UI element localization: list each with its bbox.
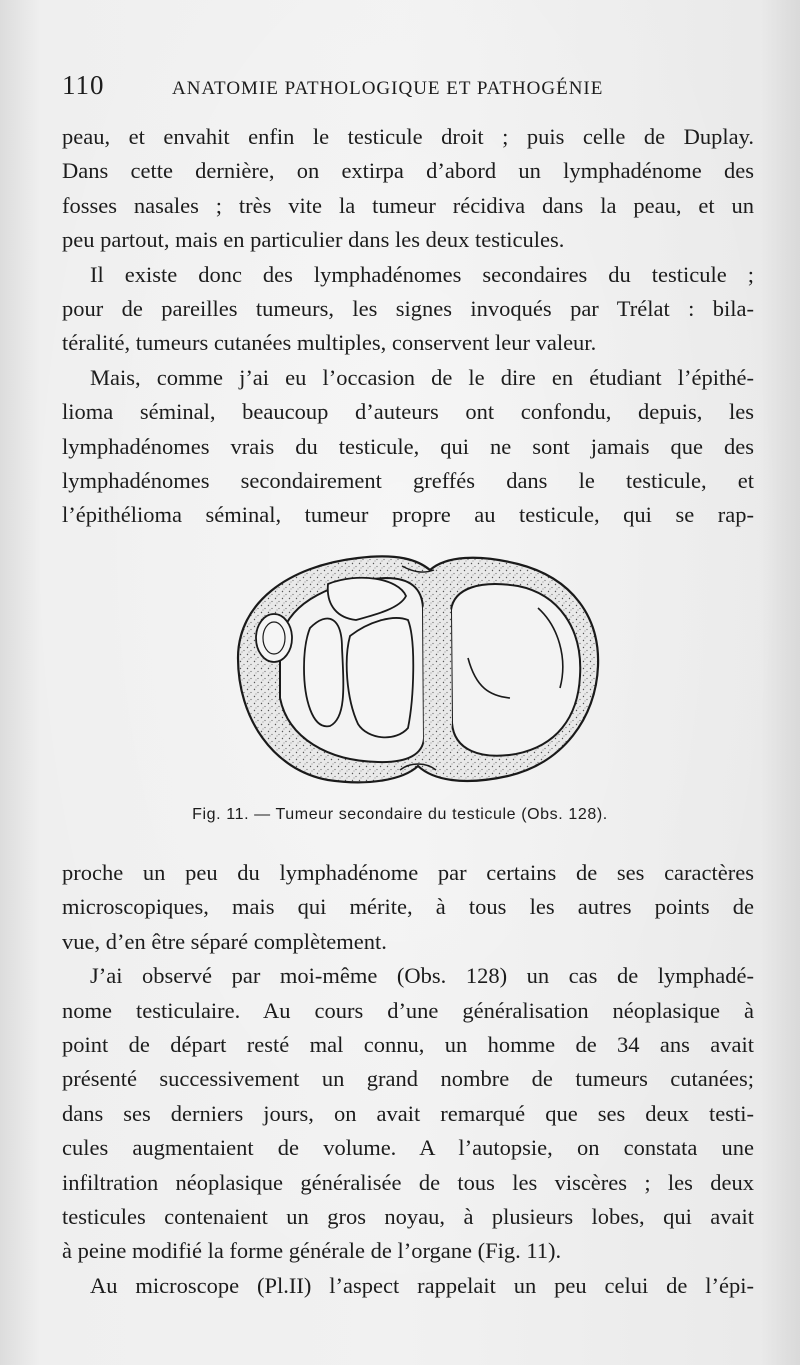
text-line: à peine modifié la forme générale de l’organe (Fig. 11). xyxy=(62,1238,562,1264)
nodule xyxy=(304,618,343,726)
running-title: ANATOMIE PATHOLOGIQUE ET PATHOGÉNIE xyxy=(172,78,604,99)
text-line: J’ai observé par moi-même (Obs. 128) un cas de lymphadé- xyxy=(90,963,754,989)
text-line: infiltration néoplasique généralisée de tous les viscères ; les deux xyxy=(62,1169,754,1195)
figure-caption: Fig. 11. — Tumeur secondaire du testicule (Obs. 128). xyxy=(192,806,608,823)
text-line: lymphadénomes secondairement greffés dans le testicule, et xyxy=(62,467,754,493)
text-line: microscopiques, mais qui mérite, à tous les autres points de xyxy=(62,894,754,920)
text-line: fosses nasales ; très vite la tumeur récidiva dans la peau, et un xyxy=(62,192,754,218)
nodule xyxy=(347,618,414,737)
nodule xyxy=(256,614,292,662)
text-line: l’épithélioma séminal, tumeur propre au testicule, qui se rap- xyxy=(62,502,754,528)
text-line: peau, et envahit enfin le testicule droit ; puis celle de Duplay. xyxy=(62,124,754,149)
text-line: Au microscope (Pl.II) l’aspect rappelait un peu celui de l’épi- xyxy=(90,1272,754,1298)
text-line: lymphadénomes vrais du testicule, qui ne sont jamais que des xyxy=(62,433,754,459)
text-line: lioma séminal, beaucoup d’auteurs ont confondu, depuis, les xyxy=(62,399,754,425)
text-block-top xyxy=(62,120,754,533)
text-line: présenté successivement un grand nombre de tumeurs cutanées; xyxy=(62,1066,754,1092)
text-line: Dans cette dernière, on extirpa d’abord un lymphadénome des xyxy=(62,158,754,184)
text-line: testicules contenaient un gros noyau, à plusieurs lobes, qui avait xyxy=(62,1203,754,1229)
text-block-bottom xyxy=(62,856,754,1303)
text-line: vue, d’en être séparé complètement. xyxy=(62,928,387,954)
text-line: nome testiculaire. Au cours d’une généralisation néoplasique à xyxy=(62,997,754,1023)
text-line: peu partout, mais en particulier dans les deux testicules. xyxy=(62,227,565,253)
text-line: proche un peu du lymphadénome par certains de ses caractères xyxy=(62,860,754,885)
text-line: cules augmentaient de volume. A l’autopsie, on constata une xyxy=(62,1135,754,1161)
text-line: point de départ resté mal connu, un homme de 34 ans avait xyxy=(62,1031,754,1057)
text-line: pour de pareilles tumeurs, les signes invoqués par Trélat : bila- xyxy=(62,295,754,321)
text-line: Il existe donc des lymphadénomes secondaires du testicule ; xyxy=(90,261,754,287)
page-header xyxy=(62,70,752,110)
page-number: 110 xyxy=(62,70,105,100)
testicle-tumor-figure xyxy=(218,548,606,788)
text-line: dans ses derniers jours, on avait remarqué que ses deux testi- xyxy=(62,1100,754,1126)
right-lobe xyxy=(451,584,580,756)
text-line: téralité, tumeurs cutanées multiples, conservent leur valeur. xyxy=(62,330,597,356)
text-line: Mais, comme j’ai eu l’occasion de le dire en étudiant l’épithé- xyxy=(90,364,754,390)
